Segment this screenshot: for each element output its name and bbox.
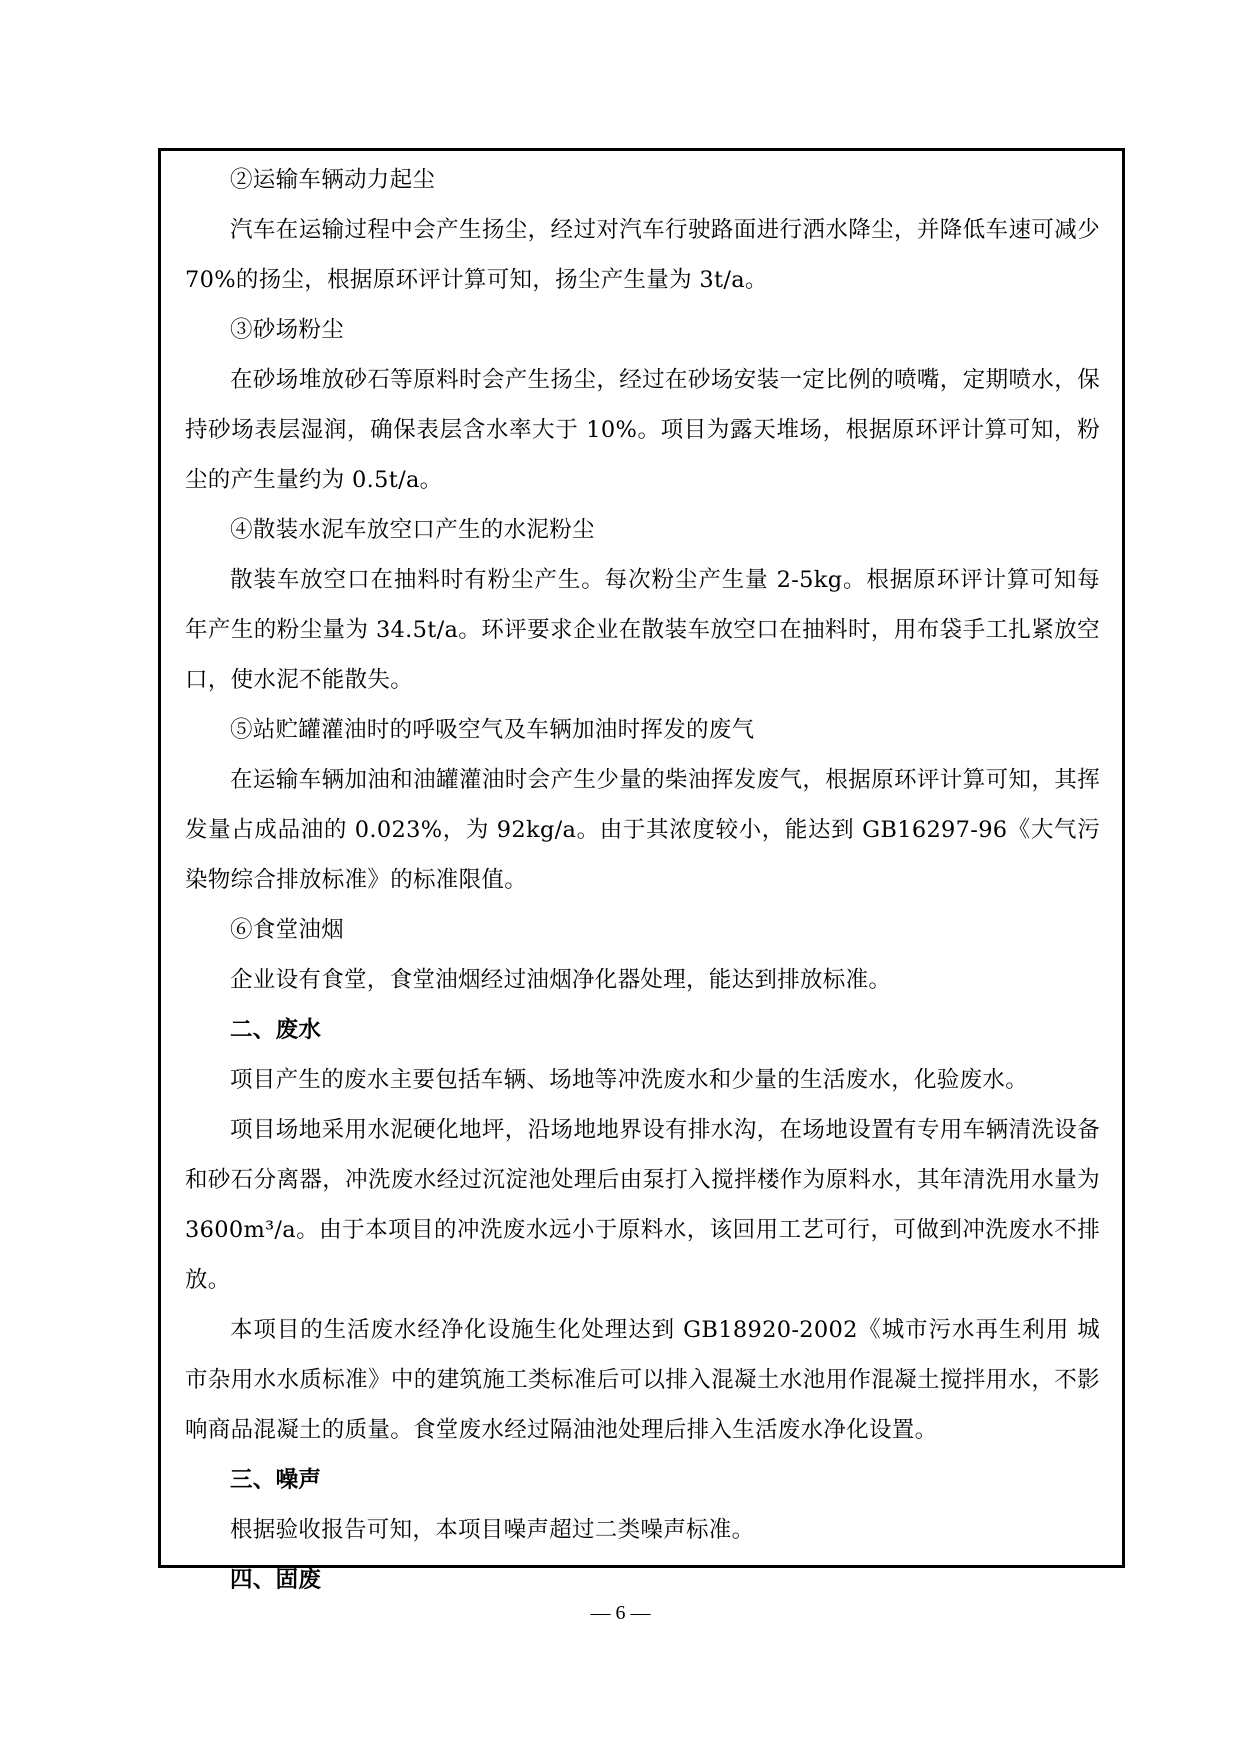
page-number: — 6 — — [590, 1602, 651, 1624]
paragraph-domestic-wastewater: 本项目的生活废水经净化设施生化处理达到 GB18920-2002《城市污水再生利用 城市杂用水水质标准》中的建筑施工类标准后可以排入混凝土水池用作混凝土搅拌用水，不影响商品混凝土的质量。食堂废水经过隔油池处理后排入生活废水净化设置。 — [185, 1317, 1100, 1443]
section-heading-wastewater: 二、废水 — [230, 1017, 322, 1043]
document-body — [185, 155, 1100, 1605]
subheading-transport-dust: ②运输车辆动力起尘 — [230, 167, 436, 193]
paragraph-fuel-vapor: 在运输车辆加油和油罐灌油时会产生少量的柴油挥发废气，根据原环评计算可知，其挥发量占成品油的 0.023%，为 92kg/a。由于其浓度较小，能达到 GB16297-96《大气污染物综合排放标准》的标准限值。 — [185, 767, 1100, 893]
paragraph-noise: 根据验收报告可知，本项目噪声超过二类噪声标准。 — [230, 1517, 755, 1543]
section-heading-noise: 三、噪声 — [230, 1467, 322, 1493]
section-heading-solid-waste: 四、固废 — [230, 1567, 322, 1593]
subheading-fuel-vapor: ⑤站贮罐灌油时的呼吸空气及车辆加油时挥发的废气 — [230, 717, 755, 743]
subheading-canteen-fumes: ⑥食堂油烟 — [230, 917, 345, 943]
paragraph-canteen-fumes: 企业设有食堂，食堂油烟经过油烟净化器处理，能达到排放标准。 — [230, 967, 892, 993]
subheading-sand-yard-dust: ③砂场粉尘 — [230, 317, 345, 343]
paragraph-cement-dust: 散装车放空口在抽料时有粉尘产生。每次粉尘产生量 2-5kg。根据原环评计算可知每年产生的粉尘量为 34.5t/a。环评要求企业在散装车放空口在抽料时，用布袋手工扎紧放空口，使水泥不能散失。 — [185, 567, 1100, 693]
subheading-cement-dust: ④散装水泥车放空口产生的水泥粉尘 — [230, 517, 595, 543]
paragraph-transport-dust: 汽车在运输过程中会产生扬尘，经过对汽车行驶路面进行洒水降尘，并降低车速可减少 70%的扬尘，根据原环评计算可知，扬尘产生量为 3t/a。 — [185, 217, 1100, 293]
content-frame — [158, 148, 1125, 1593]
paragraph-sand-yard-dust: 在砂场堆放砂石等原料时会产生扬尘，经过在砂场安装一定比例的喷嘴，定期喷水，保持砂场表层湿润，确保表层含水率大于 10%。项目为露天堆场，根据原环评计算可知，粉尘的产生量约为 0.5t/a。 — [185, 367, 1100, 493]
paragraph-wastewater-sources: 项目产生的废水主要包括车辆、场地等冲洗废水和少量的生活废水，化验废水。 — [230, 1067, 1029, 1093]
paragraph-wash-water: 项目场地采用水泥硬化地坪，沿场地地界设有排水沟，在场地设置有专用车辆清洗设备和砂石分离器，冲洗废水经过沉淀池处理后由泵打入搅拌楼作为原料水，其年清洗用水量为 3600m³/a。由于本项目的冲洗废水远小于原料水，该回用工艺可行，可做到冲洗废水不排放。 — [185, 1117, 1100, 1293]
